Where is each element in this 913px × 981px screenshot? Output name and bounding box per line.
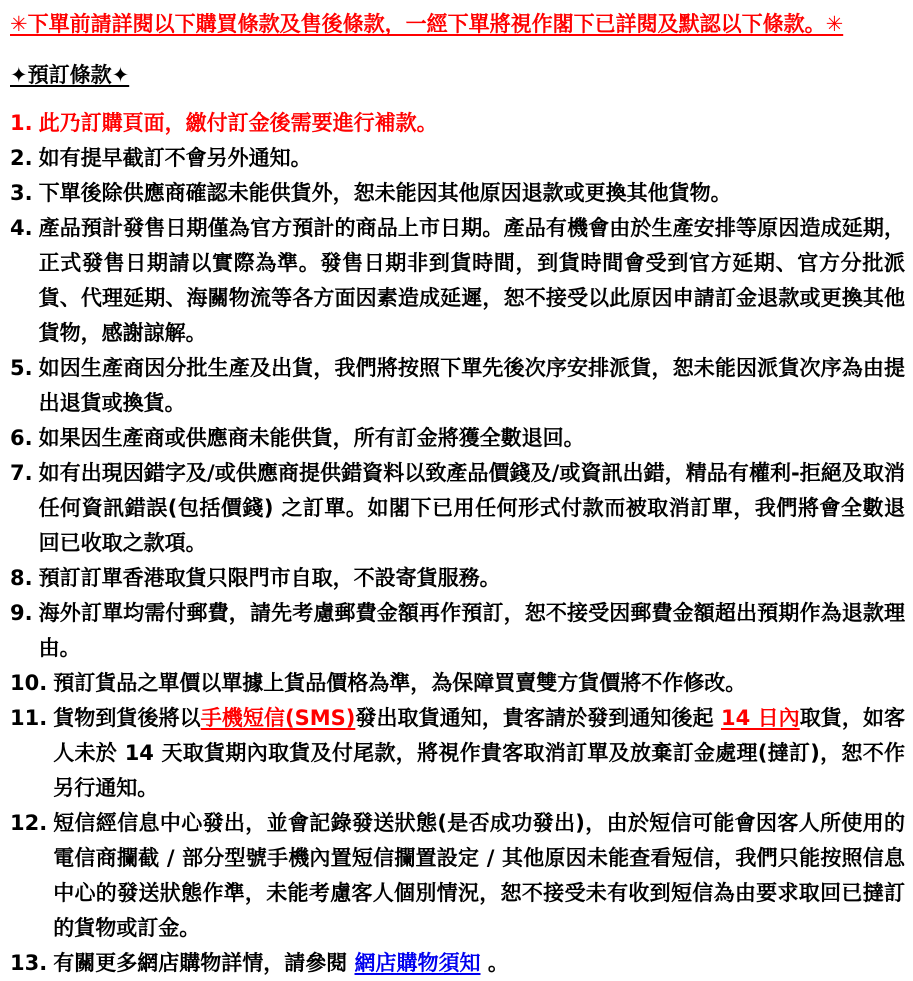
warning-header: ✳下單前請詳閱以下購買條款及售後條款，一經下單將視作閣下已詳閱及默認以下條款。✳: [10, 12, 844, 36]
term-text: 預訂訂單香港取貨只限門市自取，不設寄貨服務。: [38, 566, 501, 590]
term-text-segment: 。: [480, 951, 509, 975]
term-item-4: [10, 211, 905, 351]
term-text: 海外訂單均需付郵費，請先考慮郵費金額再作預訂，恕不接受因郵費金額超出預期作為退款理由。: [38, 601, 905, 660]
term-number: 6.: [10, 426, 33, 450]
term-number: 9.: [10, 601, 33, 625]
term-number: 10.: [10, 671, 48, 695]
term-text-segment: 發出取貨通知，貴客請於發到通知後起: [355, 706, 721, 730]
term-item-1: [10, 106, 905, 141]
term-text-segment: 有關更多網店購物詳情，請參閱: [53, 951, 355, 975]
term-item-7: [10, 456, 905, 561]
term-number: 7.: [10, 461, 33, 485]
term-text-segment: 取貨，如客人未於 14 天取貨期內取貨及付尾款，將視作貴客取消訂單及放棄訂金處理(撻訂)，恕不作另行通知。: [53, 706, 906, 800]
term-text: 如有出現因錯字及/或供應商提供錯資料以致產品價錢及/或資訊出錯，精品有權利-拒絕及取消任何資訊錯誤(包括價錢) 之訂單。如閣下已用任何形式付款而被取消訂單，我們將會全數退回已收取之款項。: [38, 461, 905, 555]
term-number: 8.: [10, 566, 33, 590]
section-title: ✦預訂條款✦: [10, 63, 130, 87]
term-item-11: [10, 701, 905, 806]
term-item-6: [10, 421, 905, 456]
term-text: 此乃訂購頁面，繳付訂金後需要進行補款。: [38, 111, 438, 135]
term-number: 3.: [10, 181, 33, 205]
term-number: 12.: [10, 811, 48, 835]
term-text: 如因生產商因分批生產及出貨，我們將按照下單先後次序安排派貨，恕未能因派貨次序為由提出退貨或換貨。: [38, 356, 905, 415]
term-item-13: [10, 946, 905, 981]
pickup-deadline-highlight: 14 日內: [720, 706, 800, 730]
term-text: [53, 946, 905, 981]
term-item-10: [10, 666, 905, 701]
term-text: [53, 701, 905, 806]
term-text: 如果因生產商或供應商未能供貨，所有訂金將獲全數退回。: [38, 426, 585, 450]
term-item-8: [10, 561, 905, 596]
term-text-segment: 貨物到貨後將以: [53, 706, 201, 730]
store-shopping-notice-link[interactable]: 網店購物須知: [354, 951, 481, 975]
term-number: 2.: [10, 146, 33, 170]
term-text: 產品預計發售日期僅為官方預計的商品上市日期。產品有機會由於生產安排等原因造成延期，正式發售日期請以實際為準。發售日期非到貨時間，到貨時間會受到官方延期、官方分批派貨、代理延期、海關物流等各方面因素造成延遲，恕不接受以此原因申請訂金退款或更換其他貨物，感謝諒解。: [38, 216, 905, 345]
term-item-5: [10, 351, 905, 421]
term-item-2: [10, 141, 905, 176]
term-number: 13.: [10, 951, 48, 975]
term-number: 5.: [10, 356, 33, 380]
term-text: 預訂貨品之單價以單據上貨品價格為準，為保障買賣雙方貨價將不作修改。: [53, 671, 747, 695]
term-item-9: [10, 596, 905, 666]
term-text: 如有提早截訂不會另外通知。: [38, 146, 312, 170]
terms-list: [10, 106, 905, 981]
term-number: 4.: [10, 216, 33, 240]
term-number: 1.: [10, 111, 33, 135]
term-text: 下單後除供應商確認未能供貨外，恕未能因其他原因退款或更換其他貨物。: [38, 181, 732, 205]
term-item-3: [10, 176, 905, 211]
term-text: 短信經信息中心發出，並會記錄發送狀態(是否成功發出)，由於短信可能會因客人所使用的電信商攔截 / 部分型號手機內置短信攔置設定 / 其他原因未能查看短信，我們只能按照信息中心的發送狀態作準，未能考慮客人個別情況，恕不接受未有收到短信為由要求取回已撻訂的貨物或訂金。: [53, 811, 905, 940]
term-number: 11.: [10, 706, 48, 730]
sms-notice-highlight: 手機短信(SMS): [200, 706, 356, 730]
term-item-12: [10, 806, 905, 946]
